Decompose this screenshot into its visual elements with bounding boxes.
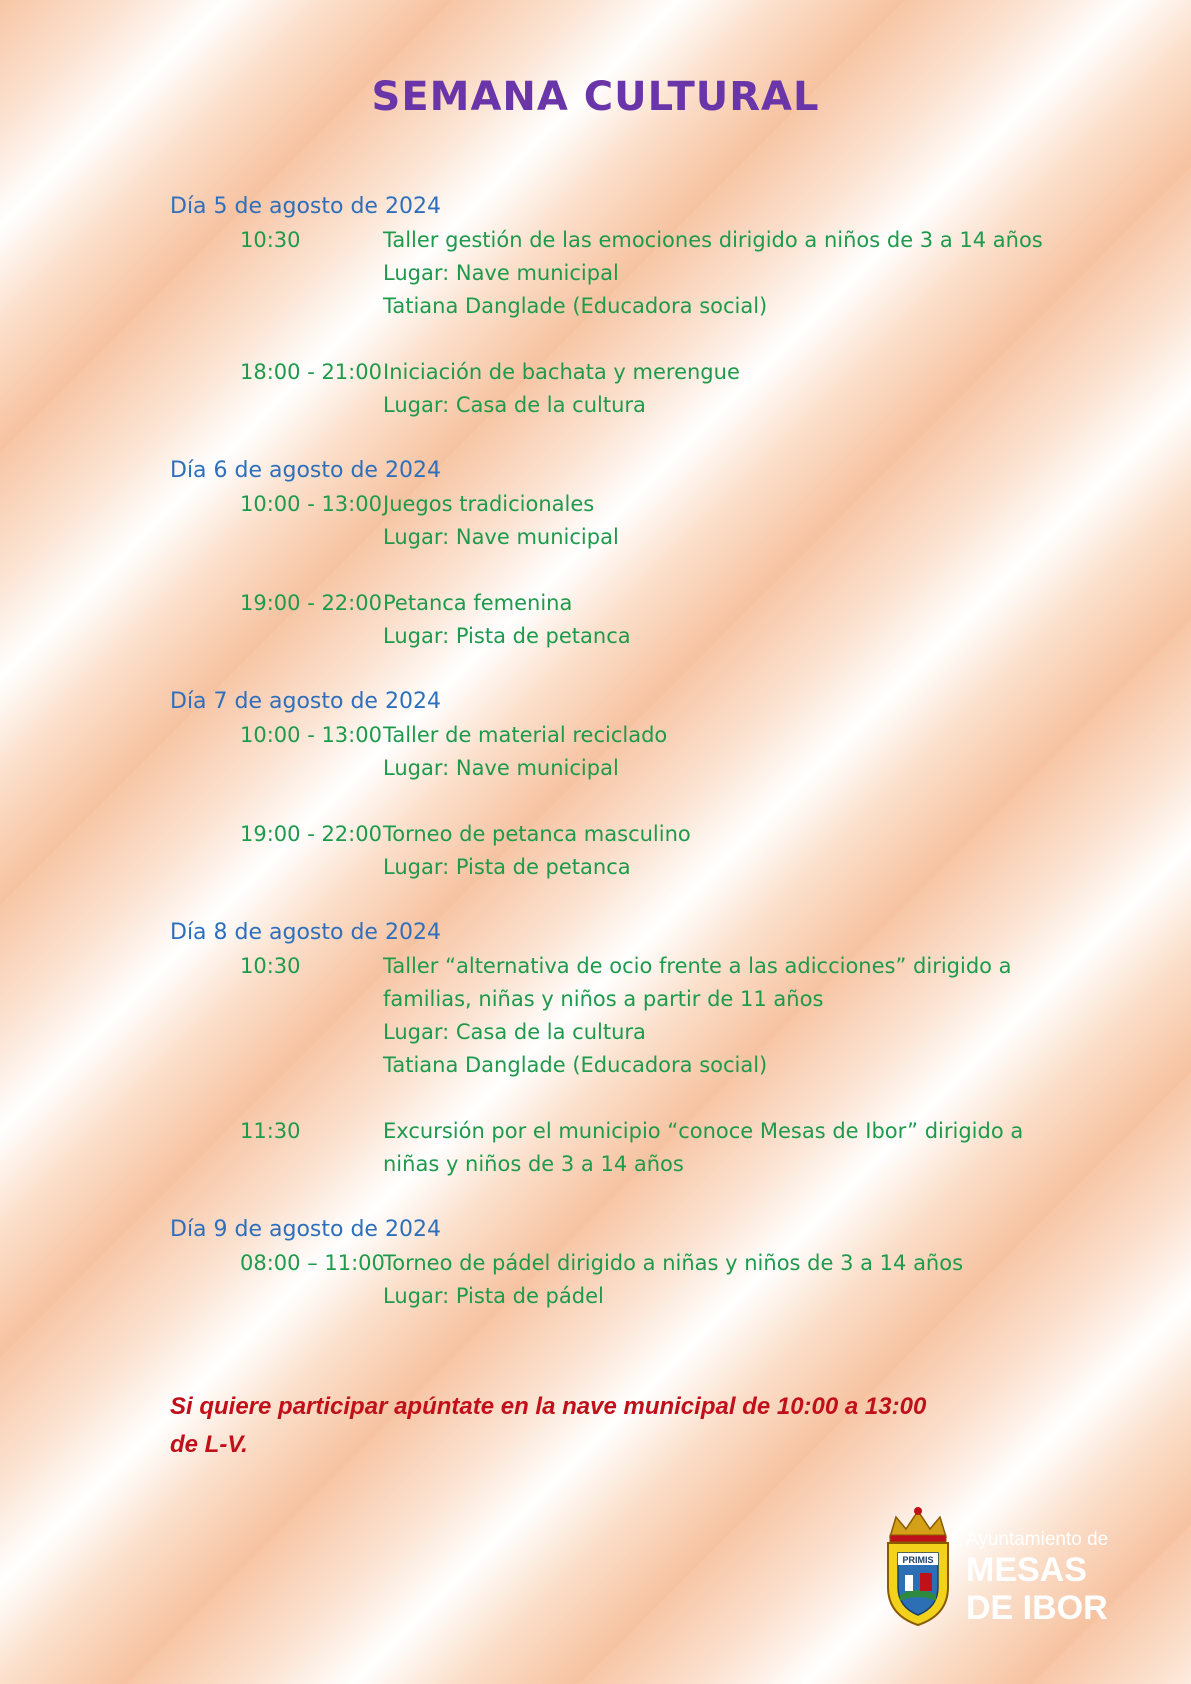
event-detail-line: Taller gestión de las emociones dirigido a niños de 3 a 14 años — [383, 228, 1043, 252]
event-detail-line: Petanca femenina — [383, 591, 573, 615]
schedule-event — [240, 224, 1070, 323]
registration-note-line-1: Si quiere participar apúntate en la nave municipal de 10:00 a 13:00 — [170, 1393, 927, 1420]
municipality-name — [966, 1529, 1108, 1627]
day-heading: Día 8 de agosto de 2024 — [170, 920, 441, 945]
event-detail-line: niñas y niños de 3 a 14 años — [383, 1152, 684, 1176]
event-time: 10:30 — [240, 954, 301, 978]
event-detail-line: Lugar: Pista de pádel — [383, 1284, 604, 1308]
day-heading: Día 6 de agosto de 2024 — [170, 458, 441, 483]
event-detail-line: Tatiana Danglade (Educadora social) — [383, 1053, 768, 1077]
schedule-event — [240, 719, 1070, 785]
event-detail-line: familias, niñas y niños a partir de 11 años — [383, 987, 824, 1011]
event-detail-line: Iniciación de bachata y merengue — [383, 360, 740, 384]
registration-note-line-2: de L-V. — [170, 1431, 248, 1458]
event-time: 19:00 - 22:00 — [240, 591, 382, 615]
crest-text: PRIMIS — [902, 1555, 934, 1565]
municipality-name-line-2: DE IBOR — [966, 1589, 1108, 1627]
event-detail-line: Tatiana Danglade (Educadora social) — [383, 294, 768, 318]
schedule-event — [240, 488, 1070, 554]
page-title: SEMANA CULTURAL — [371, 74, 820, 120]
event-detail-line: Juegos tradicionales — [383, 492, 595, 516]
schedule-event — [240, 1115, 1070, 1181]
event-detail-line: Taller “alternativa de ocio frente a las adicciones” dirigido a — [383, 954, 1012, 978]
schedule-event — [240, 587, 1070, 653]
event-detail-line: Lugar: Nave municipal — [383, 261, 619, 285]
event-detail-line: Lugar: Casa de la cultura — [383, 1020, 646, 1044]
event-detail-line: Lugar: Nave municipal — [383, 756, 619, 780]
event-detail-line: Lugar: Pista de petanca — [383, 855, 631, 879]
event-time: 10:30 — [240, 228, 301, 252]
event-detail-line: Taller de material reciclado — [383, 723, 668, 747]
event-detail-line: Excursión por el municipio “conoce Mesas de Ibor” dirigido a — [383, 1119, 1024, 1143]
event-time: 11:30 — [240, 1119, 301, 1143]
event-time: 18:00 - 21:00 — [240, 360, 382, 384]
registration-note — [170, 1388, 970, 1464]
municipality-name-prefix: Ayuntamiento de — [966, 1529, 1109, 1550]
schedule-event — [240, 1247, 1070, 1313]
schedule-event — [240, 818, 1070, 884]
coat-of-arms-icon — [878, 1505, 958, 1630]
schedule — [170, 190, 1070, 1313]
event-detail-line: Lugar: Casa de la cultura — [383, 393, 646, 417]
municipality-logo — [878, 1505, 1138, 1635]
municipality-name-line-1: MESAS — [966, 1551, 1087, 1589]
event-time: 08:00 – 11:00 — [240, 1251, 385, 1275]
event-time: 10:00 - 13:00 — [240, 492, 382, 516]
event-detail-line: Torneo de pádel dirigido a niñas y niños de 3 a 14 años — [383, 1251, 964, 1275]
event-time: 19:00 - 22:00 — [240, 822, 382, 846]
day-heading: Día 5 de agosto de 2024 — [170, 194, 441, 219]
event-time: 10:00 - 13:00 — [240, 723, 382, 747]
event-detail-line: Lugar: Nave municipal — [383, 525, 619, 549]
event-detail-line: Lugar: Pista de petanca — [383, 624, 631, 648]
day-heading: Día 9 de agosto de 2024 — [170, 1217, 441, 1242]
schedule-event — [240, 950, 1070, 1082]
day-heading: Día 7 de agosto de 2024 — [170, 689, 441, 714]
schedule-event — [240, 356, 1070, 422]
event-detail-line: Torneo de petanca masculino — [383, 822, 691, 846]
